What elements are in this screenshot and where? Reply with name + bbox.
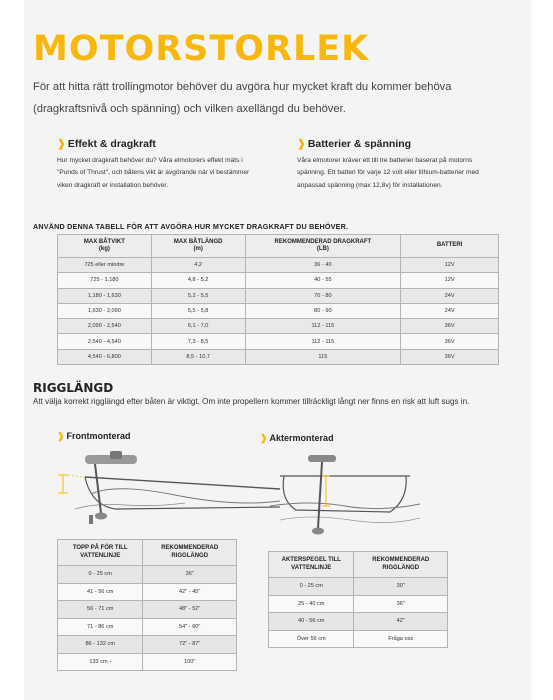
table-cell: Över 56 cm: [269, 630, 354, 648]
table-cell: 4,540 - 6,800: [58, 349, 152, 364]
table-cell: 40 - 56 cm: [269, 613, 354, 631]
table-cell: 54" - 60": [143, 618, 237, 636]
table-header-row: [269, 552, 448, 578]
table-header-row: [58, 235, 499, 258]
table-cell: 42" - 45": [143, 583, 237, 601]
table-cell: 112 - 115: [245, 319, 401, 334]
table-row: [58, 273, 499, 288]
table-row: [58, 636, 237, 654]
table-cell: 71 - 86 cm: [58, 618, 143, 636]
transom-mount-illustration: [270, 450, 420, 545]
column-header: AKTERSPEGEL TILL VATTENLINJE: [269, 552, 354, 578]
column-header: TOPP PÅ FÖR TILL VATTENLINJE: [58, 540, 143, 566]
table-row: [58, 653, 237, 671]
accent-mark-icon: ❱: [297, 138, 306, 150]
table-cell: 115: [245, 349, 401, 364]
column-header: BATTERI: [401, 235, 499, 258]
batteri-heading: [297, 138, 411, 150]
table-row: [58, 258, 499, 273]
table-row: [58, 288, 499, 303]
table-cell: 48" - 52": [143, 601, 237, 619]
effekt-paragraph: Hur mycket dragkraft behöver du? Våra elmotorers effekt mäts i "Punds of Thrust", och båtens vikt är avgörande när vi bestämmer viken dragkraft er installation behöver.: [57, 157, 250, 189]
accent-mark-icon: ❱: [57, 431, 65, 441]
table-cell: 41 - 56 cm: [58, 583, 143, 601]
table-cell: 36V: [401, 349, 499, 364]
table-cell: 8,5 - 10,7: [151, 349, 245, 364]
column-header: REKOMMENDERAD RIGGLÄNGD: [354, 552, 448, 578]
front-heading-text: Frontmonterad: [66, 431, 131, 441]
table-row: [58, 319, 499, 334]
front-mount-illustration: [55, 445, 280, 535]
rigglangd-paragraph: Att välja korrekt rigglängd efter båten är viktigt. Om inte propellern kommer tillräckligt långt ner finns en risk att luft sugs in.: [33, 397, 470, 406]
akter-heading-text: Aktermonterad: [269, 433, 334, 443]
table-cell: 36V: [401, 334, 499, 349]
table-cell: 36V: [401, 319, 499, 334]
page-title: MOTORSTORLEK: [33, 29, 370, 69]
table-cell: 4,8 - 5,2: [151, 273, 245, 288]
table-row: [58, 601, 237, 619]
table-cell: 100": [143, 653, 237, 671]
table-cell: 30": [354, 578, 448, 596]
table-cell: 40 - 55: [245, 273, 401, 288]
column-header: REKOMMENDERAD DRAGKRAFT (LB): [245, 235, 401, 258]
table-row: [269, 613, 448, 631]
table-row: [58, 334, 499, 349]
front-table: [57, 539, 237, 671]
effekt-heading: [57, 138, 156, 150]
column-header: REKOMMENDERAD RIGGLÄNGD: [143, 540, 237, 566]
table-cell: 0 - 25 cm: [58, 566, 143, 584]
akter-heading: [260, 433, 334, 444]
column-header: MAX BÅTVIKT (kg): [58, 235, 152, 258]
table-cell: 5,5 - 5,8: [151, 303, 245, 318]
table-row: [58, 566, 237, 584]
table-cell: 2,540 - 4,540: [58, 334, 152, 349]
table-cell: 12V: [401, 273, 499, 288]
accent-mark-icon: ❱: [57, 138, 66, 150]
table-cell: 6,1 - 7,0: [151, 319, 245, 334]
table-cell: Fråga oss: [354, 630, 448, 648]
table-cell: 36 - 40: [245, 258, 401, 273]
table-cell: 1,180 - 1,630: [58, 288, 152, 303]
table-cell: 42": [354, 613, 448, 631]
table-cell: 1,630 - 2,090: [58, 303, 152, 318]
table-cell: 24V: [401, 288, 499, 303]
table-cell: 86 - 132 cm: [58, 636, 143, 654]
front-heading: [57, 431, 131, 442]
table-cell: 56 - 71 cm: [58, 601, 143, 619]
table-cell: 4,2: [151, 258, 245, 273]
column-header: MAX BÅTLÄNGD (m): [151, 235, 245, 258]
table-header-row: [58, 540, 237, 566]
table-row: [58, 618, 237, 636]
table-row: [269, 595, 448, 613]
table-row: [58, 303, 499, 318]
table-cell: 36": [354, 595, 448, 613]
table-row: [269, 578, 448, 596]
table-cell: 5,2 - 5,5: [151, 288, 245, 303]
table-cell: 725 eller mindre: [58, 258, 152, 273]
table-cell: 12V: [401, 258, 499, 273]
rigglangd-heading: RIGGLÄNGD: [33, 381, 114, 395]
table-cell: 112 - 115: [245, 334, 401, 349]
table-cell: 0 - 25 cm: [269, 578, 354, 596]
table-cell: 2,090 - 2,540: [58, 319, 152, 334]
table-row: [58, 583, 237, 601]
table-cell: 70 - 80: [245, 288, 401, 303]
accent-mark-icon: ❱: [260, 433, 268, 443]
table-cell: 25 - 40 cm: [269, 595, 354, 613]
table-row: [58, 349, 499, 364]
intro-paragraph: För att hitta rätt trollingmotor behöver du avgöra hur mycket kraft du kommer behöva (dragkraftsnivå och spänning) och vilken axellängd du behöver.: [33, 81, 452, 115]
effekt-heading-text: Effekt & dragkraft: [67, 138, 156, 150]
table-cell: 133 cm -: [58, 653, 143, 671]
table-caption: ANVÄND DENNA TABELL FÖR ATT AVGÖRA HUR MYCKET DRAGKRAFT DU BEHÖVER.: [33, 222, 349, 231]
table-cell: 72" - 87": [143, 636, 237, 654]
table-cell: 36": [143, 566, 237, 584]
table-cell: 7,3 - 8,5: [151, 334, 245, 349]
table-cell: 80 - 90: [245, 303, 401, 318]
thrust-table: [57, 234, 499, 365]
table-cell: 725 - 1,180: [58, 273, 152, 288]
batteri-heading-text: Batterier & spänning: [307, 138, 412, 150]
batteri-paragraph: Våra elmotorer kräver ett till tre batterier baserat på motorns spänning. Ett batteri för varje 12 volt eller lithium-batterier med anpassad spänning (max 12,8v) för installationen.: [297, 157, 479, 189]
table-cell: 24V: [401, 303, 499, 318]
table-row: [269, 630, 448, 648]
akter-table: [268, 551, 448, 648]
